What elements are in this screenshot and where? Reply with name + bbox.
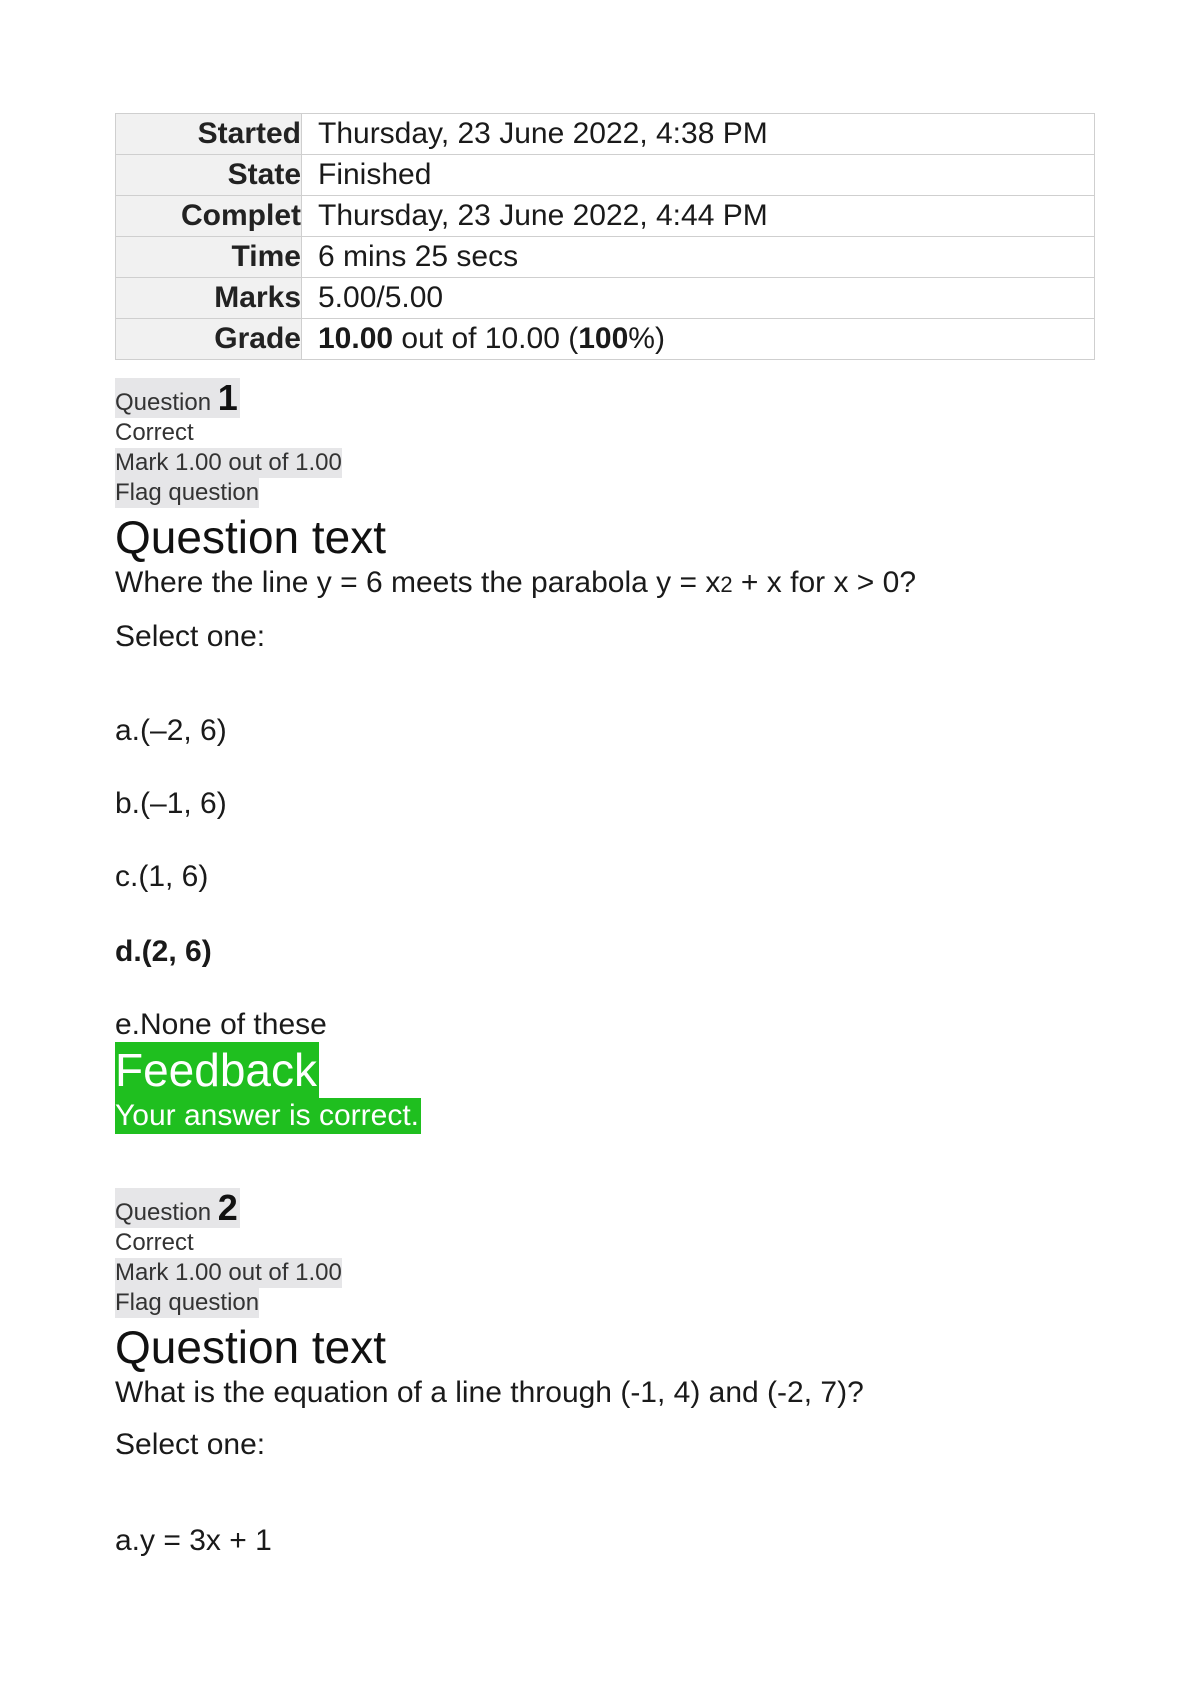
grade-score: 10.00 xyxy=(318,322,394,355)
answer-option-a[interactable]: a.(–2, 6) xyxy=(115,714,227,747)
summary-value: Thursday, 23 June 2022, 4:38 PM xyxy=(302,114,1095,155)
quiz-review-page xyxy=(115,113,1095,1557)
summary-row-marks xyxy=(116,278,1095,319)
question-mark: Mark 1.00 out of 1.00 xyxy=(115,449,342,476)
summary-row-started xyxy=(116,114,1095,155)
question-prefix: Question xyxy=(115,389,218,416)
question-block-1 xyxy=(115,378,1095,1238)
question-number-label xyxy=(115,1188,240,1228)
summary-label: Grade xyxy=(116,319,302,360)
question-text-heading: Question text xyxy=(115,1321,387,1373)
grade-percent: 100 xyxy=(578,322,629,355)
select-one-label: Select one: xyxy=(115,1428,266,1461)
question-number-label xyxy=(115,378,240,418)
summary-label: Started xyxy=(116,114,302,155)
question-prefix: Question xyxy=(115,1199,218,1226)
summary-row-time xyxy=(116,237,1095,278)
question-number: 1 xyxy=(217,377,238,418)
question-number: 2 xyxy=(217,1187,238,1228)
question-status: Correct xyxy=(115,419,194,446)
summary-row-grade xyxy=(116,319,1095,360)
grade-end: %) xyxy=(628,322,665,355)
summary-label: Complet xyxy=(116,196,302,237)
flag-question-link[interactable]: Flag question xyxy=(115,479,260,506)
question-text-after: + x for x > 0? xyxy=(732,566,917,599)
summary-value: 5.00/5.00 xyxy=(302,278,1095,319)
summary-label: State xyxy=(116,155,302,196)
summary-label: Marks xyxy=(116,278,302,319)
answer-option-e[interactable]: e.None of these xyxy=(115,1008,327,1041)
answer-option-c[interactable]: c.(1, 6) xyxy=(115,860,209,893)
summary-row-state xyxy=(116,155,1095,196)
grade-middle: out of 10.00 ( xyxy=(393,322,579,355)
flag-question-link[interactable]: Flag question xyxy=(115,1289,260,1316)
feedback-text: Your answer is correct. xyxy=(115,1099,420,1132)
question-block-2 xyxy=(115,1188,1095,1608)
summary-label: Time xyxy=(116,237,302,278)
select-one-label: Select one: xyxy=(115,620,266,653)
answer-option-a[interactable]: a.y = 3x + 1 xyxy=(115,1524,272,1557)
question-text: What is the equation of a line through (-1, 4) and (-2, 7)? xyxy=(115,1376,864,1409)
summary-value: Thursday, 23 June 2022, 4:44 PM xyxy=(302,196,1095,237)
summary-row-completed xyxy=(116,196,1095,237)
summary-value-grade xyxy=(302,319,1095,360)
question-text-heading: Question text xyxy=(115,511,387,563)
question-mark: Mark 1.00 out of 1.00 xyxy=(115,1259,342,1286)
question-status: Correct xyxy=(115,1229,194,1256)
answer-option-b[interactable]: b.(–1, 6) xyxy=(115,787,227,820)
attempt-summary-table xyxy=(115,113,1095,360)
feedback-panel xyxy=(115,1042,421,1134)
question-text-before: Where the line y = 6 meets the parabola y = x xyxy=(115,566,721,599)
question-text xyxy=(115,564,1095,604)
answer-option-d-selected[interactable]: d.(2, 6) xyxy=(115,935,212,968)
summary-value: 6 mins 25 secs xyxy=(302,237,1095,278)
feedback-heading: Feedback xyxy=(115,1044,318,1096)
summary-value: Finished xyxy=(302,155,1095,196)
exponent: 2 xyxy=(720,572,733,597)
